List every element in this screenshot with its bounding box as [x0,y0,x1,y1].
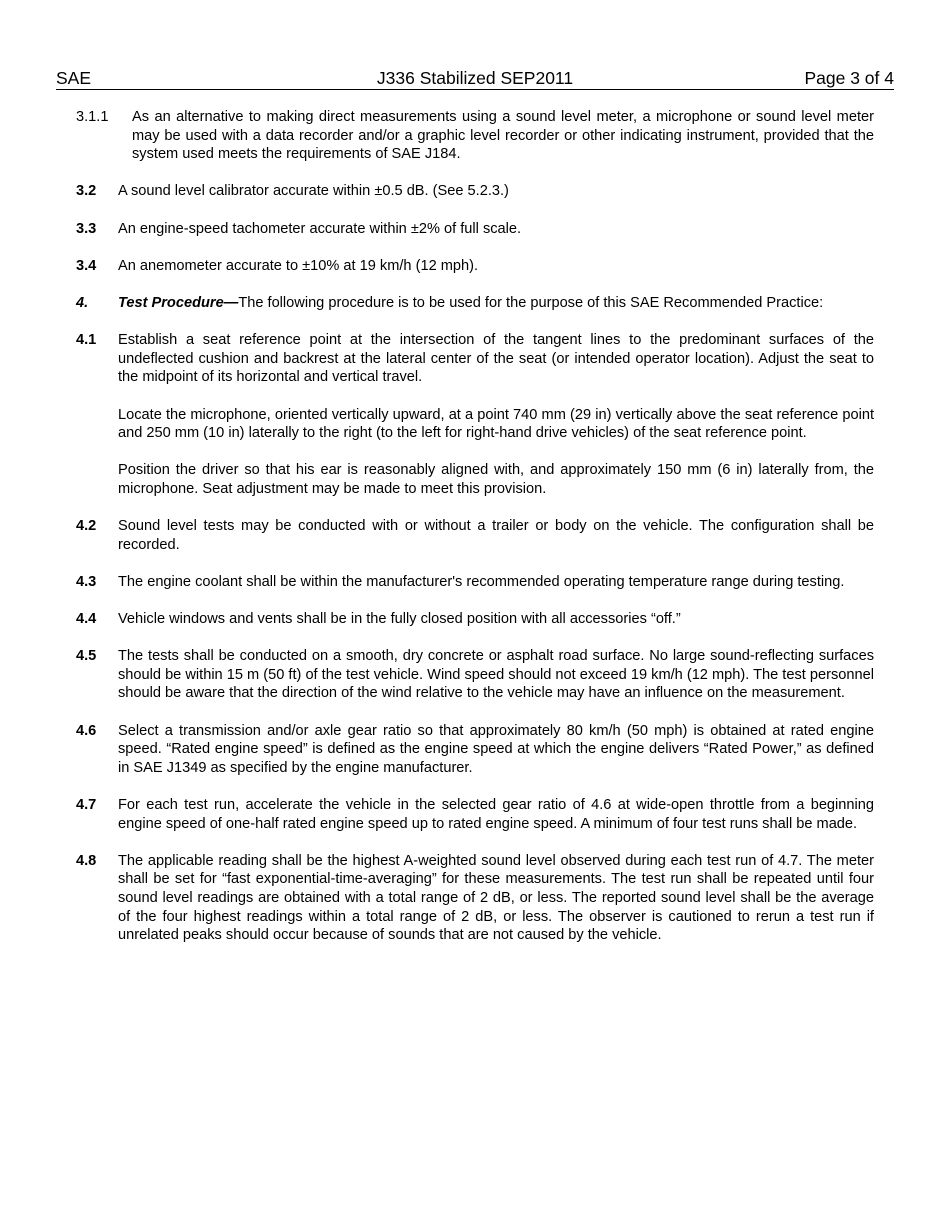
paragraph: Vehicle windows and vents shall be in the fully closed position with all accessories “off.” [118,611,681,628]
section-number: 4.1 [76,332,97,349]
section-3-3 [76,220,874,239]
paragraph: An anemometer accurate to ±10% at 19 km/h (12 mph). [118,257,479,274]
paragraph: The engine coolant shall be within the manufacturer's recommended operating temperature range during testing. [118,573,845,590]
section-4-1 [76,331,874,498]
section-number: 3.2 [76,183,97,200]
paragraph: Sound level tests may be conducted with or without a trailer or body on the vehicle. The configuration shall be recorded. [118,518,874,553]
section-number: 4. [76,294,89,311]
heading-text: The following procedure is to be used for the purpose of this SAE Recommended Practice: [238,294,824,311]
paragraph: Select a transmission and/or axle gear ratio so that approximately 80 km/h (50 mph) is obtained at rated engine speed. “Rated engine speed” is defined as the engine speed at which the engine delivers “Rated Power,” as defined in SAE J1349 as specified by the engine manufacturer. [118,722,874,776]
paragraph: The tests shall be conducted on a smooth, dry concrete or asphalt road surface. No large sound-reflecting surfaces should be within 15 m (50 ft) of the test vehicle. Wind speed should not exceed 19 km/h (12 mph). The test personnel should be aware that the direction of the wind relative to the vehicle may have an influence on the measurement. [118,648,874,702]
section-number: 4.7 [76,796,97,813]
section-3-1-1 [76,108,874,164]
section-number: 4.4 [76,611,97,628]
section-4-8 [76,852,874,945]
header-doc-id: J336 Stabilized SEP2011 [376,68,574,88]
header-page-number: Page 3 of 4 [804,68,894,88]
section-number: 4.6 [76,722,97,739]
paragraph: The applicable reading shall be the highest A-weighted sound level observed during each test run of 4.7. The meter shall be set for “fast exponential-time-averaging” for these measurements. The test run shall be repeated until four sound level readings are obtained with a total range of 2 dB, or less. The reported sound level shall be the average of the four highest readings within a total range of 2 dB, or less. The observer is cautioned to rerun a test run if unrelated peaks should occur because of sounds that are not caused by the vehicle. [118,852,874,944]
section-number: 4.3 [76,573,97,590]
paragraph: Locate the microphone, oriented vertically upward, at a point 740 mm (29 in) vertically above the seat reference point and 250 mm (10 in) laterally to the right (to the left for right-hand drive vehicles) of the seat reference point. [118,406,874,442]
section-3-2 [76,182,874,201]
section-4 [76,294,874,313]
section-3-4 [76,257,874,276]
section-4-2 [76,517,874,554]
section-number: 4.2 [76,518,97,535]
section-4-3 [76,573,874,592]
paragraph: An engine-speed tachometer accurate within ±2% of full scale. [118,220,522,237]
header-org: SAE [56,68,92,88]
paragraph: For each test run, accelerate the vehicle in the selected gear ratio of 4.6 at wide-open throttle from a beginning engine speed of one-half rated engine speed up to rated engine speed. A minimum of four test runs shall be made. [118,796,874,832]
paragraph: Establish a seat reference point at the intersection of the tangent lines to the predominant surfaces of the undeflected cushion and backrest at the lateral center of the seat (or intended operator location). Adjust the seat to the midpoint of its horizontal and vertical travel. [118,332,874,386]
section-4-6 [76,722,874,778]
document-body [76,108,874,963]
paragraph: A sound level calibrator accurate within ±0.5 dB. (See 5.2.3.) [118,183,509,200]
section-number: 3.1.1 [76,109,109,125]
section-heading: Test Procedure— [118,294,239,311]
section-4-4 [76,610,874,629]
section-number: 3.3 [76,220,97,237]
page-header [56,68,894,90]
paragraph: As an alternative to making direct measurements using a sound level meter, a microphone or sound level meter may be used with a data recorder and/or a graphic level recorder or other indicating instrument, provided that the system used meets the requirements of SAE J184. [132,109,874,163]
section-number: 4.8 [76,852,97,869]
section-4-7 [76,796,874,833]
section-number: 4.5 [76,648,97,665]
paragraph [118,294,874,313]
section-4-5 [76,647,874,703]
section-number: 3.4 [76,257,97,274]
paragraph: Position the driver so that his ear is reasonably aligned with, and approximately 150 mm (6 in) laterally from, the microphone. Seat adjustment may be made to meet this provision. [118,462,874,497]
